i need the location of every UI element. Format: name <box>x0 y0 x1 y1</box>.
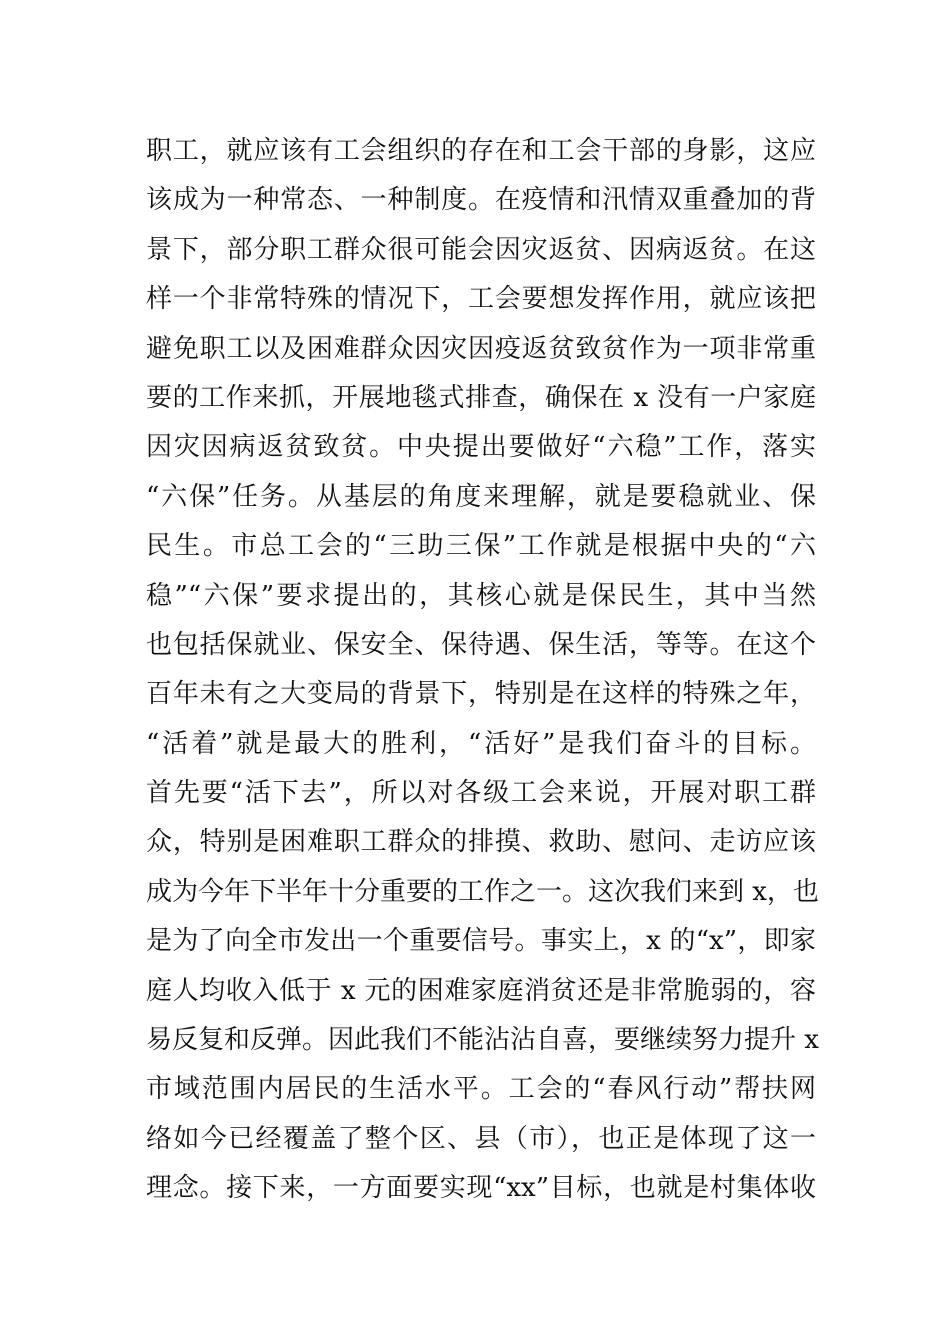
text-line: “活着”就是最大的胜利，“活好”是我们奋斗的目标。 <box>146 728 816 759</box>
text-line: 样一个非常特殊的情况下，工会要想发挥作用，就应该把 <box>146 284 816 315</box>
text-line: 也包括保就业、保安全、保待遇、保生活，等等。在这个 <box>146 629 816 660</box>
text-line: 理念。接下来，一方面要实现“xx”目标，也就是村集体收 <box>146 1173 816 1204</box>
text-line: 景下，部分职工群众很可能会因灾返贫、因病返贫。在这 <box>146 234 816 265</box>
text-line: 民生。市总工会的“三助三保”工作就是根据中央的“六 <box>146 531 816 562</box>
text-line: 该成为一种常态、一种制度。在疫情和汛情双重叠加的背 <box>146 185 816 216</box>
text-line: 首先要“活下去”，所以对各级工会来说，开展对职工群 <box>146 778 816 809</box>
text-line: 避免职工以及困难群众因灾因疫返贫致贫作为一项非常重 <box>146 333 816 364</box>
text-line: “六保”任务。从基层的角度来理解，就是要稳就业、保 <box>146 481 816 512</box>
text-line: 职工，就应该有工会组织的存在和工会干部的身影，这应 <box>146 136 816 166</box>
text-line: 易反复和反弹。因此我们不能沾沾自喜，要继续努力提升 x <box>146 1025 819 1056</box>
text-line: 稳”“六保”要求提出的，其核心就是保民生，其中当然 <box>146 580 816 611</box>
text-line: 庭人均收入低于 x 元的困难家庭消贫还是非常脆弱的，容 <box>146 975 816 1006</box>
text-line: 百年未有之大变局的背景下，特别是在这样的特殊之年， <box>146 679 816 710</box>
text-line: 要的工作来抓，开展地毯式排查，确保在 x 没有一户家庭 <box>146 382 816 413</box>
body-text <box>146 127 819 1214</box>
text-line: 络如今已经覆盖了整个区、县（市），也正是体现了这一 <box>146 1123 816 1154</box>
text-line: 众，特别是困难职工群众的排摸、救助、慰问、走访应该 <box>146 827 816 858</box>
text-line: 市域范围内居民的生活水平。工会的“春风行动”帮扶网 <box>146 1074 816 1105</box>
text-line: 是为了向全市发出一个重要信号。事实上，x 的“x”，即家 <box>146 926 816 957</box>
text-line: 因灾因病返贫致贫。中央提出要做好“六稳”工作，落实 <box>146 432 816 463</box>
text-line: 成为今年下半年十分重要的工作之一。这次我们来到 x，也 <box>146 876 819 907</box>
